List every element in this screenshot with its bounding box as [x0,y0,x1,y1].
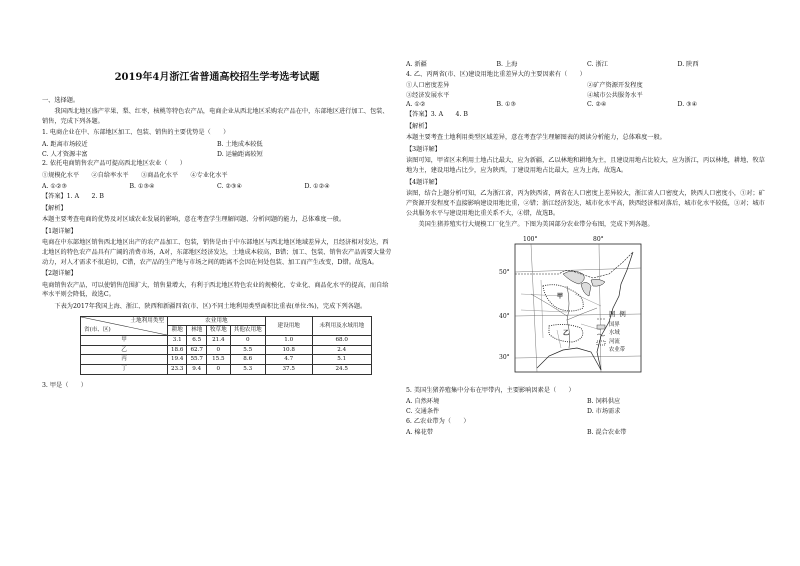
belt-label-yi: 乙 [563,329,570,337]
row-name: 丁 [81,364,168,374]
belt-label-jia: 甲 [557,292,564,300]
analysis-text: 本题主要考查土地利用类型区域差异，意在考查学生理解图表的阅读分析能力，总体难度一般。 [406,134,666,142]
left-column [42,60,392,392]
cell: 2.4 [312,345,371,355]
diagonal-line [81,317,167,335]
legend-item: 农业带 [609,346,626,353]
option-a: A. 棉花带 [406,429,433,437]
item: ③经济发展水平 [406,91,450,99]
right-column [406,60,768,438]
item: ④城市公共服务水平 [587,91,643,99]
cell: 68.0 [312,336,371,346]
cell: 0 [206,364,230,374]
table-row [81,345,372,355]
table-header-build: 建设用地 [265,316,312,335]
legend-item: 国界 [609,322,620,329]
intro-text: 下表为2017年我国上海、浙江、陕西和新疆四省(市、区)不同土地利用类型面积比重表(单位:%)，完成下列各题。 [54,303,367,311]
question-2-options [42,182,392,192]
option-b: B. 上海 [496,61,518,68]
option-c: C. ②④ [587,101,607,109]
option-c: C. 交通条件 [406,407,440,415]
cell: 0 [230,336,265,346]
answer-label: 【答案】1. A 2. B [42,192,104,200]
option-a: A. ①② [406,101,426,109]
option-d: D. 市场需求 [587,407,621,415]
page-title: 2019年4月浙江省普通高校招生学考选考试题 [114,72,320,83]
option-a: A. ①②③ [42,183,68,191]
detail-text: 读图，结合上题分析可知，乙为浙江省，丙为陕西省，两省在人口密度上差异较大，浙江省人口密度大，陕西人口密度小，①对；矿产资源开发程度不直接影响建设用地比重，②错；浙江经济发达，城市化水平高，陕西经济相对落后，城市化水平较低，③对；城市公共服务水平与建设用地比重关系不大，④错，故选B。 [406,190,765,217]
corner-top-label: 土地利用类型 [130,318,164,325]
answer-label: 【答案】3. A 4. B [406,111,468,119]
cell: 24.5 [312,364,371,374]
cell: 9.4 [187,364,206,374]
item: ②矿产资源开发程度 [587,82,643,90]
cell: 23.3 [168,364,187,374]
option-a: A. 自然环境 [406,398,440,406]
corner-bottom-label: 省(市、区) [84,326,111,333]
question-4-items-row1 [406,81,768,91]
detail-label: 【3题详解】 [406,145,441,153]
option-a: A. 新疆 [406,61,427,68]
option-a: A. 距离市场较近 [42,140,88,148]
option-b: B. 混合农业带 [587,429,627,437]
cell: 1.0 [265,336,312,346]
cell: 15.5 [206,355,230,365]
cell: 0 [206,345,230,355]
intro-text: 美国生猪养殖实行大规模工厂化生产。下图为美国部分农业带分布图，完成下列各题。 [418,221,654,229]
cell: 6.5 [187,336,206,346]
lat-label: 50° [499,268,510,276]
lon-label: 100° [523,235,538,243]
cell: 37.5 [265,364,312,374]
map-drawing [501,234,651,380]
row-name: 乙 [81,345,168,355]
row-name: 丙 [81,355,168,365]
cell: 10.8 [265,345,312,355]
detail-text: 电商销售农产品，可以使销售范围扩大，销售量增大，有利于西北地区特色农业的规模化、专业化、商品化水平的提高，而自给率水平则会降低，故选C。 [42,281,389,299]
question-6-stem: 6. 乙农业带为（ ） [406,417,470,425]
question-4-stem: 4. 乙、丙两省(市、区)建设用地比重差异大的主要因素有（ ） [406,70,586,78]
us-agriculture-map [501,234,651,380]
row-name: 甲 [81,336,168,346]
legend-item: 水域 [609,330,620,337]
question-2-items: ①规模化水平 ②自给率水平 ③商品化水平 ④专业化水平 [42,171,228,179]
option-c: C. 浙江 [587,61,608,68]
option-d: D. 运输距离较短 [217,150,263,158]
question-4-items-row2 [406,91,768,101]
analysis-text: 本题主要考查电商的优势及对区域农业发展的影响，意在考查学生理解问题、分析问题的能力，总体难度一般。 [42,216,346,224]
analysis-label: 【解析】 [42,204,67,212]
table-row [81,355,372,365]
cell: 55.7 [187,355,206,365]
table-corner-cell [81,316,168,335]
question-1-stem: 1. 电商企业在中、东部地区加工、包装、销售的主要优势是（ ） [42,129,230,137]
analysis-label: 【解析】 [406,122,431,130]
cell: 4.7 [265,355,312,365]
table-subheader: 林地 [187,326,206,336]
table-subheader: 耕地 [168,326,187,336]
question-1-options-row1 [42,140,392,150]
cell: 21.4 [206,336,230,346]
question-1-options-row2 [42,150,392,160]
option-b: B. ①③ [496,101,517,109]
question-3-stem: 3. 甲是（ ） [42,381,87,389]
option-d: D. ①②④ [304,183,330,191]
detail-label: 【2题详解】 [42,270,77,278]
question-3-options [406,60,768,70]
table-subheader: 其他农用地 [230,326,265,336]
cell: 19.4 [168,355,187,365]
cell: 18.6 [168,345,187,355]
section-heading: 一、选择题。 [42,96,80,104]
option-c: C. ②③④ [217,183,243,191]
cell: 3.1 [168,336,187,346]
table-header-unused: 未利用及水域用地 [312,316,371,335]
map-legend [609,310,630,354]
table-group-header: 农业用地 [168,316,266,326]
intro-text: 我国西北地区盛产苹果、梨、红枣，核桃等特色农产品，电商企业从西北地区采购农产品在中，东部地区进行加工、包装、销售，完成下列各题。 [42,108,389,125]
cell: 8.6 [230,355,265,365]
question-5-stem: 5. 美国生猪养殖集中分布在甲带内，主要影响因素是（ ） [406,386,575,394]
option-b: B. 土地成本较低 [217,140,263,148]
cell: 5.3 [230,364,265,374]
option-b: B. ①③④ [129,183,155,191]
detail-label: 【4题详解】 [406,178,441,186]
question-4-options [406,100,768,110]
lat-label: 40° [499,312,510,320]
question-6-options [406,428,768,438]
table-subheader: 牧草地 [206,326,230,336]
legend-title: 图例 [609,309,630,318]
detail-label: 【1题详解】 [42,227,77,235]
legend-item: 河流 [609,338,620,345]
option-b: B. 饲料供应 [587,398,621,406]
cell: 5.1 [312,355,371,365]
cell: 5.5 [230,345,265,355]
item: ①人口密度差异 [406,82,450,90]
detail-text: 读图可知，甲省区未利用土地占比最大，应为新疆，乙以林地和耕地为主，且建设用地占比较大，应为浙江，丙以林地，耕地、牧草地为主，建设用地占比少，应为陕西，丁建设用地占比最大，应为上海，故选A。 [406,157,765,175]
detail-text: 电商在中东部地区销售西北地区出产的农产品加工、包装，销售是由于中东部地区与西北地区地域差异大，且经济相对发达，西北地区的特色农产品具有广阔的消费市场，A对，东部地区经济发达，土地成本较高，B错；加工、包装、销售农产品需要大量劳动力，对人才需求不很迫切，C错，农产品的生产地与市场之间的距离不会因在何处包装、加工而产生改变，D错。故选A。 [42,239,392,266]
option-d: D. 陕西 [677,61,699,68]
table-row [81,336,372,346]
lon-label: 80° [593,235,604,243]
land-use-table [80,316,372,375]
table-row [81,364,372,374]
option-d: D. ③④ [677,101,698,109]
question-5-options-row1 [406,397,768,407]
lat-label: 30° [499,353,510,361]
option-c: C. 人才资源丰富 [42,150,88,158]
question-2-stem: 2. 依托电商销售农产品可提高西北地区农业（ ） [42,160,186,168]
cell: 62.7 [187,345,206,355]
question-5-options-row2 [406,407,768,417]
